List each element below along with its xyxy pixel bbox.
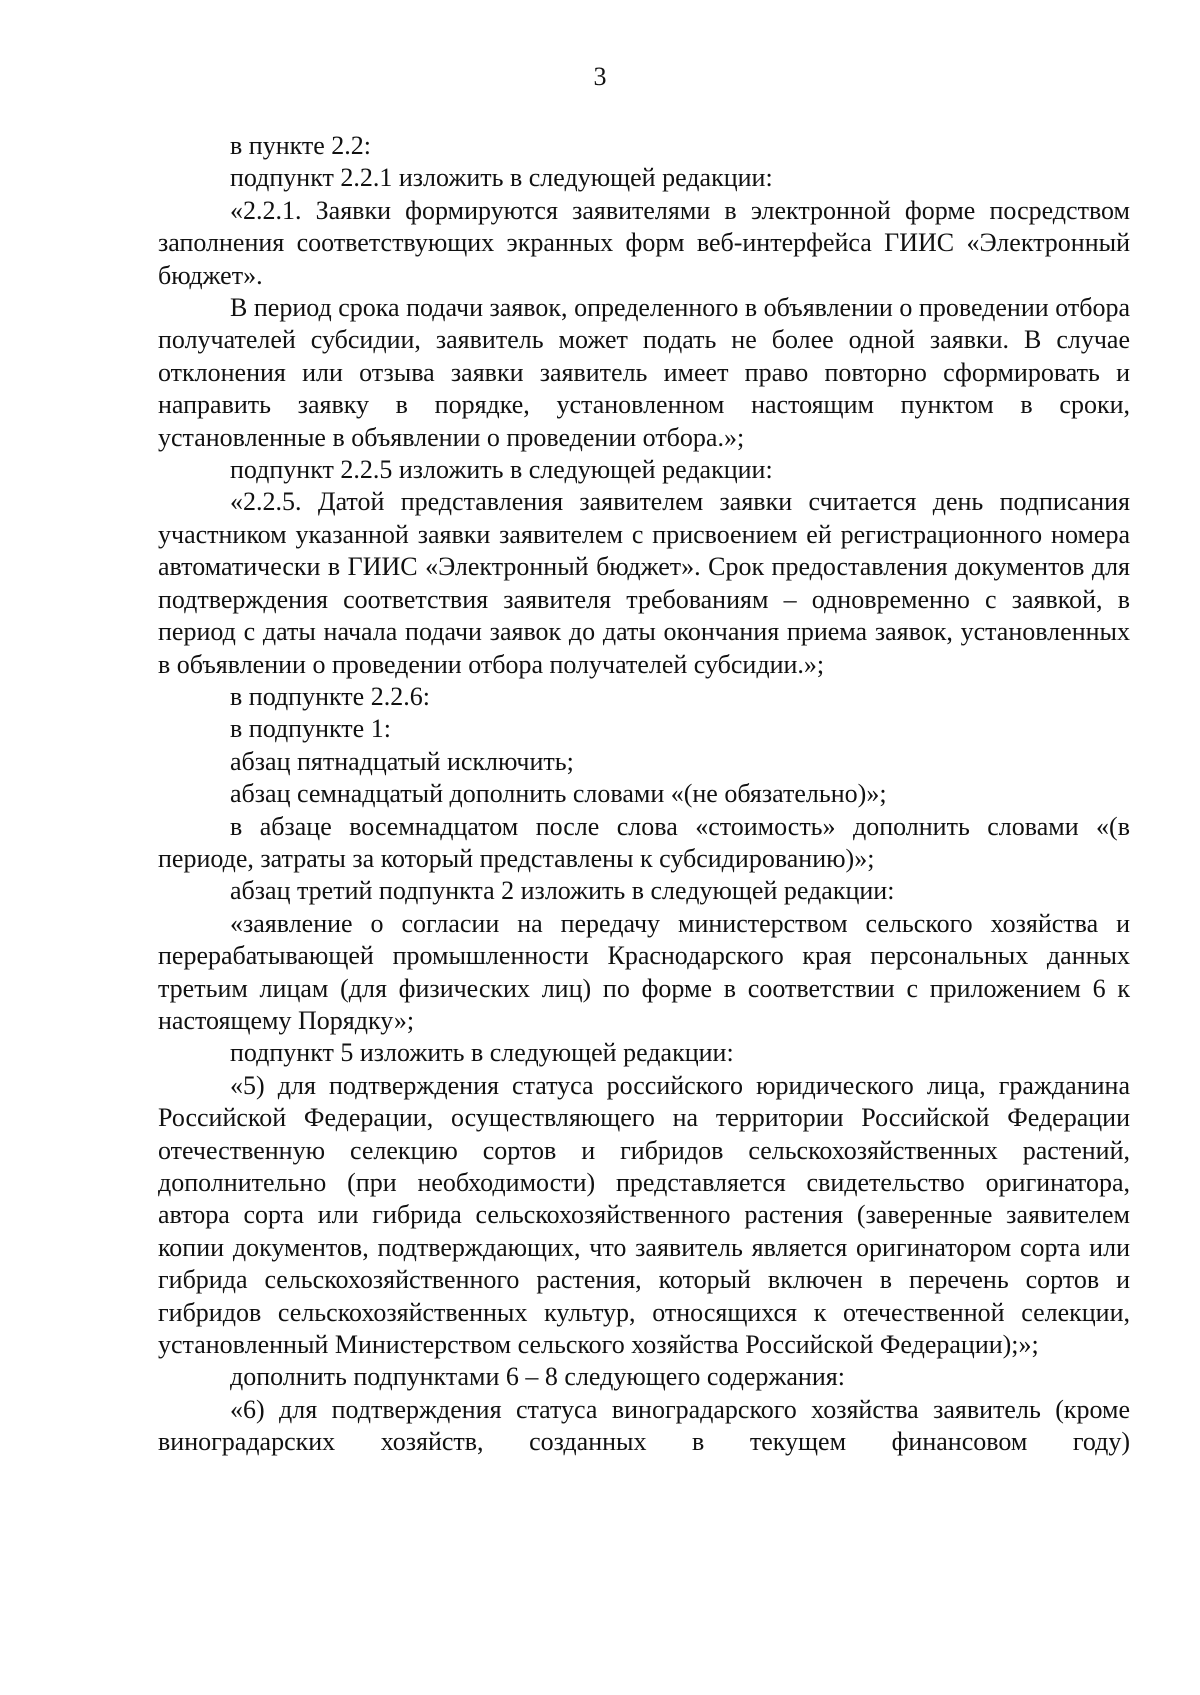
paragraph: абзац третий подпункта 2 изложить в следующей редакции: bbox=[230, 876, 895, 906]
paragraph: абзац семнадцатый дополнить словами «(не обязательно)»; bbox=[230, 779, 887, 809]
paragraph: подпункт 2.2.5 изложить в следующей редакции: bbox=[230, 455, 773, 485]
document-body bbox=[158, 130, 1130, 1459]
paragraph: в пункте 2.2: bbox=[230, 131, 372, 160]
paragraph: «6) для подтверждения статуса виноградарского хозяйства заявитель (кроме виноградарских хозяйств, созданных в текущем финансовом году) bbox=[158, 1394, 1130, 1457]
paragraph: «заявление о согласии на передачу министерством сельского хозяйства и перерабатывающей промышленности Краснодарского края персональных данных третьим лицам (для физических лиц) по форме в соответствии с приложением 6 к настоящему Порядку»; bbox=[158, 908, 1130, 1035]
paragraph: подпункт 5 изложить в следующей редакции: bbox=[230, 1038, 734, 1068]
paragraph: «2.2.1. Заявки формируются заявителями в электронной форме посредством заполнения соответствующих экранных форм веб-интерфейса ГИИС «Электронный бюджет». bbox=[158, 195, 1130, 290]
paragraph: дополнить подпунктами 6 – 8 следующего содержания: bbox=[230, 1362, 845, 1392]
paragraph: В период срока подачи заявок, определенного в объявлении о проведении отбора получателей субсидии, заявитель может подать не более одной заявки. В случае отклонения или отзыва заявки заявитель имеет право повторно сформировать и направить заявку в порядке, установленном настоящим пунктом в сроки, установленные в объявлении о проведении отбора.»; bbox=[158, 293, 1130, 452]
paragraph: в абзаце восемнадцатом после слова «стоимость» дополнить словами «(в периоде, затраты за который представлены к субсидированию)»; bbox=[158, 811, 1130, 873]
paragraph: абзац пятнадцатый исключить; bbox=[230, 746, 574, 776]
paragraph: в подпункте 2.2.6: bbox=[230, 681, 430, 711]
paragraph: «2.2.5. Датой представления заявителем заявки считается день подписания участником указанной заявки заявителем с присвоением ей регистрационного номера автоматически в ГИИС «Электронный бюджет». Срок предоставления документов для подтверждения соответствия заявителя требованиям – одновременно с заявкой, в период с даты начала подачи заявок до даты окончания приема заявок, установленных в объявлении о проведении отбора получателей субсидии.»; bbox=[158, 487, 1130, 679]
page-number: 3 bbox=[593, 62, 607, 91]
paragraph: «5) для подтверждения статуса российского юридического лица, гражданина Российской Федерации, осуществляющего на территории Российской Федерации отечественную селекцию сортов и гибридов сельскохозяйственных растений, дополнительно (при необходимости) представляется свидетельство оригинатора, автора сорта или гибрида сельскохозяйственного растения (заверенные заявителем копии документов, подтверждающих, что заявитель является оригинатором сорта или гибрида сельскохозяйственного растения, который включен в перечень сортов и гибридов сельскохозяйственных культур, относящихся к отечественной селекции, установленный Министерством сельского хозяйства Российской Федерации);»; bbox=[158, 1070, 1130, 1360]
paragraph: подпункт 2.2.1 изложить в следующей редакции: bbox=[230, 163, 773, 193]
paragraph: в подпункте 1: bbox=[230, 714, 391, 744]
